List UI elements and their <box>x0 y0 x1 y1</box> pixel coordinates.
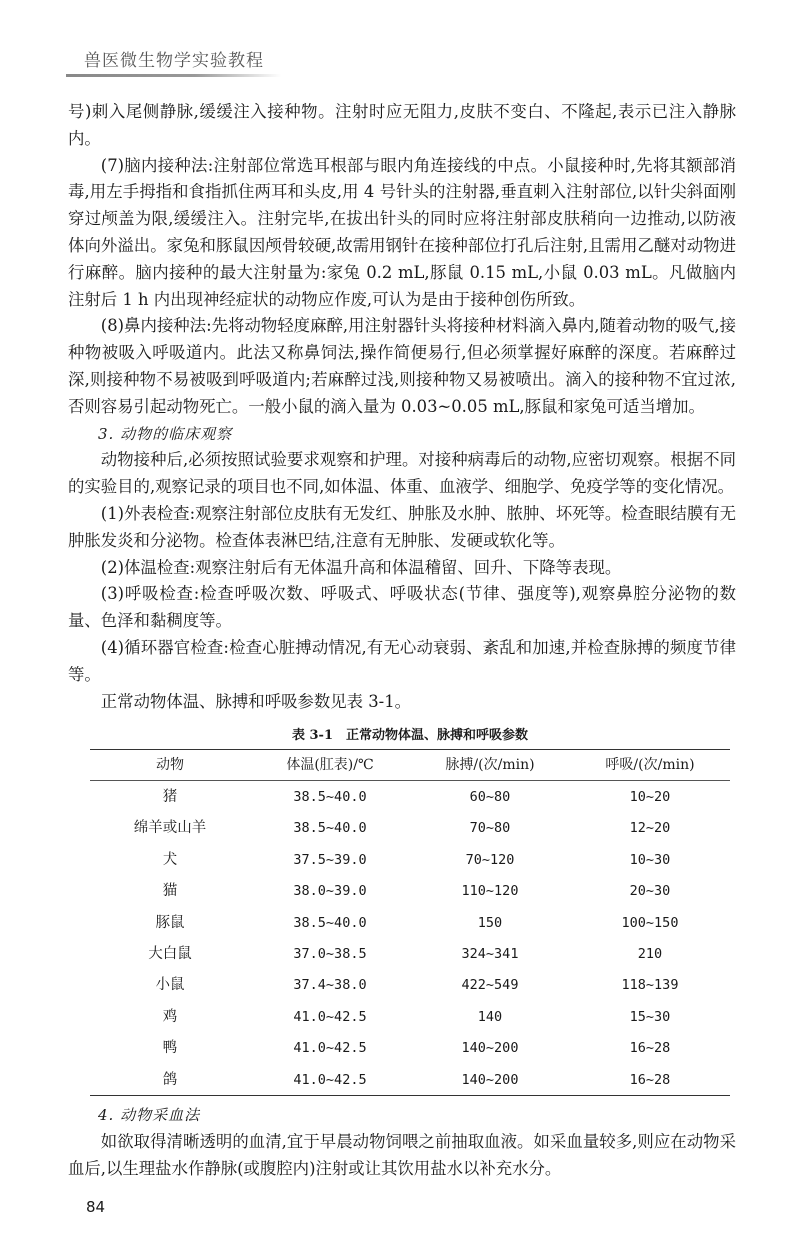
temperature-cell: 37.0~38.5 <box>293 945 367 962</box>
animal-cell: 小鼠 <box>155 977 185 994</box>
pulse-cell: 324~341 <box>461 945 519 962</box>
temperature-cell: 38.5~40.0 <box>293 789 367 806</box>
animal-cell: 猪 <box>162 789 178 806</box>
paragraph: (3)呼吸检查:检查呼吸次数、呼吸式、呼吸状态(节律、强度等),观察鼻腔分泌物的数量、色泽和黏稠度等。 <box>68 584 736 631</box>
animal-cell: 豚鼠 <box>155 914 185 931</box>
pulse-cell: 60~80 <box>469 789 511 806</box>
table-row <box>90 970 730 1001</box>
temperature-cell: 41.0~42.5 <box>293 1008 367 1025</box>
pulse-cell: 70~120 <box>465 851 515 868</box>
respiration-cell: 15~30 <box>629 1008 671 1025</box>
column-header: 脉搏/(次/min) <box>410 750 570 781</box>
animal-cell: 鸭 <box>162 1040 178 1057</box>
temperature-cell: 41.0~42.5 <box>293 1071 367 1088</box>
pulse-cell: 422~549 <box>461 977 519 994</box>
table-row <box>90 813 730 844</box>
section-heading: 3. 动物的临床观察 <box>98 424 233 443</box>
animal-cell: 大白鼠 <box>148 945 192 962</box>
table-row <box>90 907 730 938</box>
animal-cell: 犬 <box>162 851 178 868</box>
respiration-cell: 16~28 <box>629 1040 671 1057</box>
animal-cell: 绵羊或山羊 <box>133 820 207 837</box>
pulse-cell: 70~80 <box>469 820 511 837</box>
paragraph: (1)外表检查:观察注射部位皮肤有无发红、肿胀及水肿、脓肿、坏死等。检查眼结膜有无肿胀发炎和分泌物。检查体表淋巴结,注意有无肿胀、发硬或软化等。 <box>68 503 736 550</box>
pulse-cell: 140 <box>477 1008 503 1025</box>
temperature-cell: 38.0~39.0 <box>293 883 367 900</box>
animal-cell: 猫 <box>162 883 178 900</box>
table-3-1 <box>90 725 730 1096</box>
respiration-cell: 210 <box>637 945 663 962</box>
table-row <box>90 844 730 875</box>
paragraph: 号)刺入尾侧静脉,缓缓注入接种物。注射时应无阻力,皮肤不变白、不隆起,表示已注入静脉内。 <box>68 102 736 148</box>
animal-cell: 鸡 <box>162 1008 178 1025</box>
table-row <box>90 938 730 969</box>
respiration-cell: 118~139 <box>621 977 679 994</box>
column-header: 体温(肛表)/℃ <box>250 750 410 781</box>
body-text <box>68 99 736 715</box>
section-4 <box>68 1102 736 1182</box>
respiration-cell: 12~20 <box>629 820 671 837</box>
paragraph: 动物接种后,必须按照试验要求观察和护理。对接种病毒后的动物,应密切观察。根据不同的实验目的,观察记录的项目也不同,如体温、体重、血液学、细胞学、免疫学等的变化情况。 <box>68 450 736 497</box>
temperature-cell: 41.0~42.5 <box>293 1040 367 1057</box>
section-heading: 4. 动物采血法 <box>98 1106 201 1125</box>
page-number: 84 <box>86 1197 106 1216</box>
pulse-cell: 140~200 <box>461 1071 519 1088</box>
paragraph: (7)脑内接种法:注射部位常选耳根部与眼内角连接线的中点。小鼠接种时,先将其额部消毒,用左手拇指和食指抓住两耳和头皮,用 4 号针头的注射器,垂直刺入注射部位,以针尖斜面刚穿过颅盖为限,缓缓注入。注射完毕,在拔出针头的同时应将注射部皮肤稍向一边推动,以防液体向外溢出。家兔和豚鼠因颅骨较硬,故需用钢针在接种部位打孔后注射,且需用乙醚对动物进行麻醉。脑内接种的最大注射量为:家兔 0.2 mL,豚鼠 0.15 mL,小鼠 0.03 mL。凡做脑内注射后 1 h 内出现神经症状的动物应作废,可认为是由于接种创伤所致。 <box>68 155 736 309</box>
paragraph: 正常动物体温、脉搏和呼吸参数见表 3-1。 <box>100 691 412 711</box>
pulse-cell: 110~120 <box>461 883 519 900</box>
paragraph: (2)体温检查:观察注射后有无体温升高和体温稽留、回升、下降等表现。 <box>100 557 622 577</box>
paragraph: (4)循环器官检查:检查心脏搏动情况,有无心动衰弱、紊乱和加速,并检查脉搏的频度节律等。 <box>68 637 736 684</box>
table-header-row <box>90 750 730 781</box>
running-head-title: 兽医微生物学实验教程 <box>84 51 264 71</box>
paragraph: (8)鼻内接种法:先将动物轻度麻醉,用注射器针头将接种材料滴入鼻内,随着动物的吸气,接种物被吸入呼吸道内。此法又称鼻饲法,操作简便易行,但必须掌握好麻醉的深度。若麻醉过深,则接种物不易被吸到呼吸道内;若麻醉过浅,则接种物又易被喷出。滴入的接种物不宜过浓,否则容易引起动物死亡。一般小鼠的滴入量为 0.03~0.05 mL,豚鼠和家兔可适当增加。 <box>68 316 736 416</box>
table-row <box>90 876 730 907</box>
column-header: 呼吸/(次/min) <box>570 750 730 781</box>
animal-cell: 鸽 <box>162 1071 178 1088</box>
temperature-cell: 37.5~39.0 <box>293 851 367 868</box>
column-header: 动物 <box>90 750 250 781</box>
respiration-cell: 100~150 <box>621 914 679 931</box>
respiration-cell: 10~30 <box>629 851 671 868</box>
table-caption: 表 3-1 正常动物体温、脉搏和呼吸参数 <box>291 728 528 744</box>
table-row <box>90 1064 730 1096</box>
pulse-cell: 150 <box>477 914 503 931</box>
respiration-cell: 16~28 <box>629 1071 671 1088</box>
pulse-cell: 140~200 <box>461 1040 519 1057</box>
respiration-cell: 20~30 <box>629 883 671 900</box>
paragraph: 如欲取得清晰透明的血清,宜于早晨动物饲喂之前抽取血液。如采血量较多,则应在动物采血后,以生理盐水作静脉(或腹腔内)注射或让其饮用盐水以补充水分。 <box>68 1132 736 1178</box>
temperature-cell: 37.4~38.0 <box>293 977 367 994</box>
temperature-cell: 38.5~40.0 <box>293 820 367 837</box>
vital-signs-table <box>90 749 730 1096</box>
respiration-cell: 10~20 <box>629 789 671 806</box>
table-row <box>90 1032 730 1063</box>
table-row <box>90 781 730 813</box>
header-rule <box>66 74 281 77</box>
temperature-cell: 38.5~40.0 <box>293 914 367 931</box>
table-row <box>90 1001 730 1032</box>
